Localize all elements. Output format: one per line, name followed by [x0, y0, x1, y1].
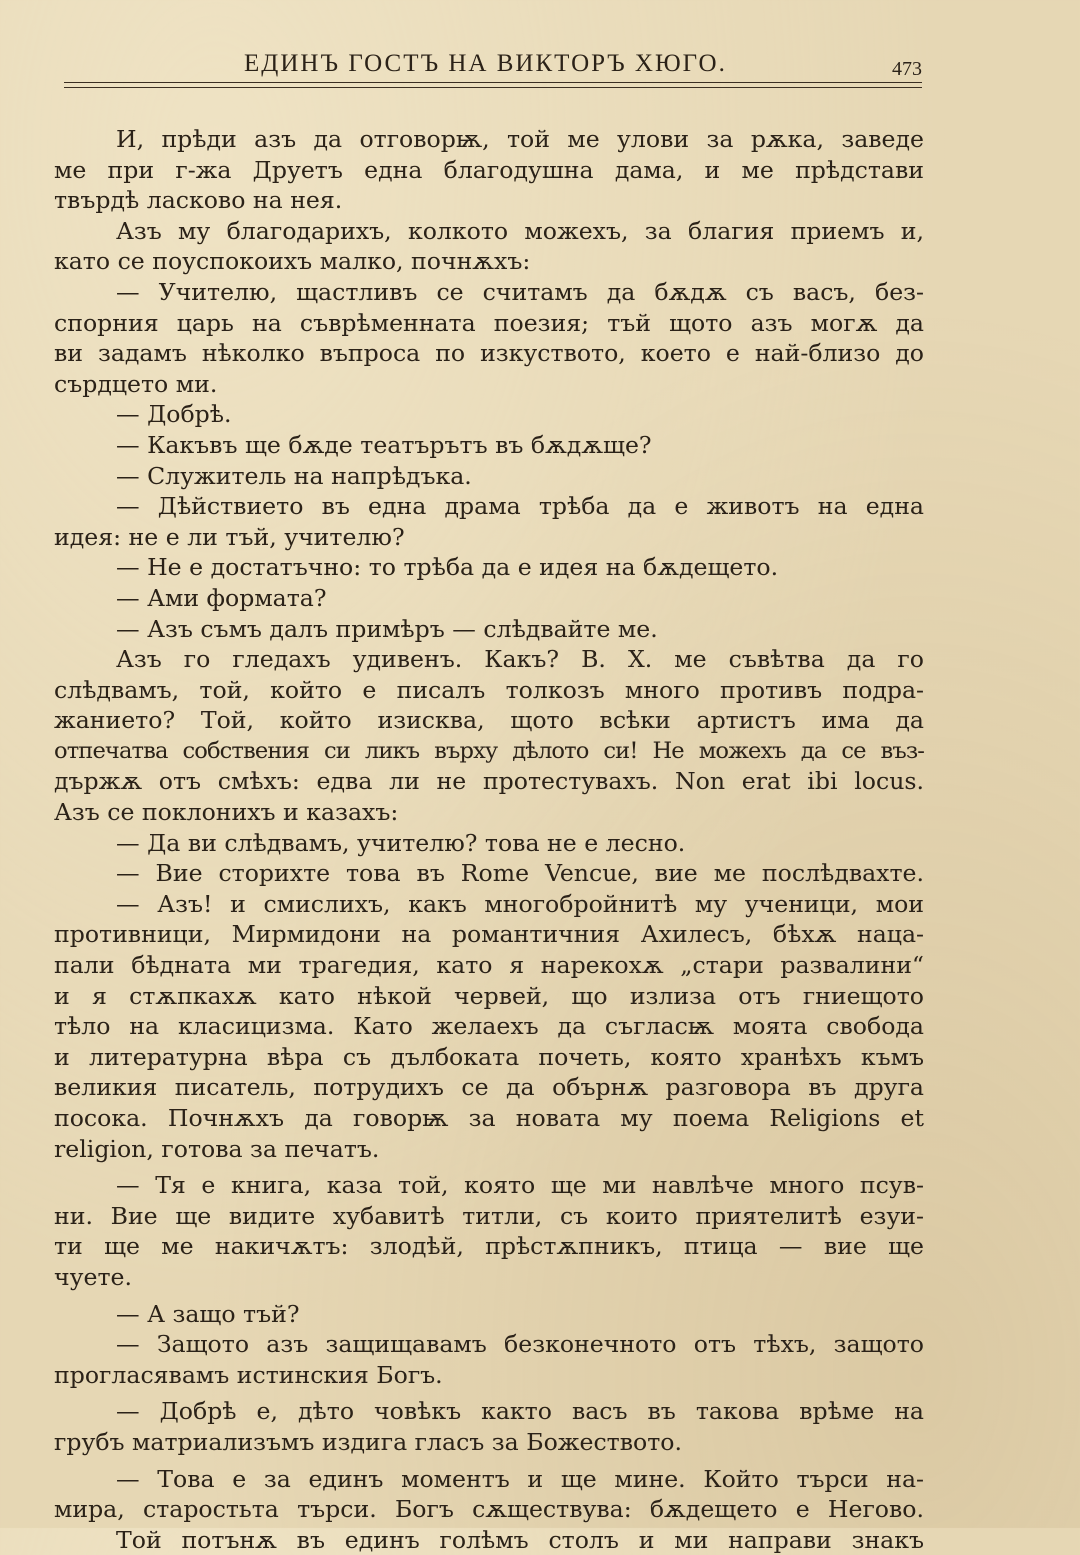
- text-line: твърдѣ ласково на нея.: [54, 186, 343, 215]
- text-line: грубъ матриализъмъ издига гласъ за Божеството.: [54, 1427, 682, 1456]
- text-line: сърдцето ми.: [54, 369, 218, 398]
- text-line: слѣдвамъ, той, който е писалъ толкозъ много противъ подра-: [54, 675, 924, 704]
- text-line: ни. Вие ще видите хубавитѣ титли, съ които приятелитѣ езуи-: [54, 1201, 924, 1230]
- text-line: държѫ отъ смѣхъ: едва ли не протестувахъ. Non erat ibi locus.: [54, 767, 924, 796]
- text-line: като се поуспокоихъ малко, почнѫхъ:: [54, 247, 531, 276]
- text-line: пали бѣдната ми трагедия, като я нарекохѫ „стари развалини“: [54, 951, 924, 980]
- text-line: — Ами формата?: [116, 583, 327, 612]
- text-line: — А защо тъй?: [116, 1299, 300, 1328]
- header-rule-second: [64, 87, 922, 88]
- text-line: спорния царь на съврѣменната поезия; тъй щото азъ могѫ да: [54, 308, 924, 337]
- text-line: Азъ се поклонихъ и казахъ:: [54, 798, 399, 827]
- text-line: — Не е достатъчно: то трѣба да е идея на бѫдещето.: [116, 553, 779, 582]
- text-line: ме при г-жа Друетъ една благодушна дама, и ме прѣдстави: [54, 155, 924, 184]
- text-line: — Учителю, щастливъ се считамъ да бѫдѫ съ васъ, без-: [116, 277, 924, 306]
- text-line: Азъ го гледахъ удивенъ. Какъ? В. Х. ме съвѣтва да го: [116, 645, 924, 674]
- text-line: ти ще ме накичѫтъ: злодѣй, прѣстѫпникъ, птица — вие ще: [54, 1232, 924, 1261]
- text-line: Той потънѫ въ единъ голѣмъ столъ и ми направи знакъ: [116, 1525, 924, 1554]
- text-line: ви задамъ нѣколко въпроса по изкуството, което е най-близо до: [54, 339, 924, 368]
- text-line: и я стѫпкахѫ като нѣкой червей, що излиза отъ гниещото: [54, 981, 924, 1010]
- text-line: — Добрѣ.: [116, 400, 232, 429]
- text-line: — Азъ съмъ далъ примѣръ — слѣдвайте ме.: [116, 614, 658, 643]
- text-line: тѣло на класицизма. Като желаехъ да съгласѭ моята свобода: [54, 1012, 924, 1041]
- text-line: — Да ви слѣдвамъ, учителю? това не е лесно.: [116, 828, 686, 857]
- running-title: ЕДИНЪ ГОСТЪ НА ВИКТОРЪ ХЮГО.: [244, 50, 727, 77]
- text-line: мира, старостьта търси. Богъ сѫществува: бѫдещето е Негово.: [54, 1495, 924, 1524]
- text-line: великия писатель, потрудихъ се да обърнѫ разговора въ друга: [54, 1073, 924, 1102]
- page-number: 473: [892, 58, 922, 80]
- text-line: — Какъвъ ще бѫде театърътъ въ бѫдѫще?: [116, 430, 652, 459]
- text-line: — Добрѣ е, дѣто човѣкъ както васъ въ такова врѣме на: [116, 1397, 924, 1426]
- text-line: — Азъ! и смислихъ, какъ многобройнитѣ му ученици, мои: [116, 889, 924, 918]
- text-line: жанието? Той, който изисква, щото всѣки артистъ има да: [54, 706, 924, 735]
- text-line: — Тя е книга, каза той, която ще ми навлѣче много псув-: [116, 1171, 924, 1200]
- page-header: [64, 44, 922, 96]
- text-line: — Вие сторихте това въ Rome Vencue, вие ме послѣдвахте.: [116, 859, 924, 888]
- text-line: — Служитель на напрѣдъка.: [116, 461, 472, 490]
- text-line: идея: не е ли тъй, учителю?: [54, 522, 405, 551]
- text-line: отпечатва собствения си ликъ върху дѣлото си! Не можехъ да се въз-: [54, 737, 924, 764]
- text-line: и литературна вѣра съ дълбоката почеть, която хранѣхъ къмъ: [54, 1042, 924, 1071]
- text-line: — Това е за единъ моментъ и ще мине. Който търси на-: [116, 1464, 924, 1493]
- text-line: — Дѣйствието въ една драма трѣба да е животъ на една: [116, 492, 924, 521]
- body-text: [54, 124, 924, 1555]
- header-rule: [64, 82, 922, 83]
- text-line: противници, Мирмидони на романтичния Ахилесъ, бѣхѫ нацa-: [54, 920, 924, 949]
- text-line: — Защото азъ защищавамъ безконечното отъ тѣхъ, защото: [116, 1330, 924, 1359]
- text-line: чуете.: [54, 1262, 132, 1291]
- text-line: Азъ му благодарихъ, колкото можехъ, за благия приемъ и,: [116, 216, 924, 245]
- text-line: religion, готова за печатъ.: [54, 1134, 380, 1163]
- text-line: И, прѣди азъ да отговорѭ, той ме улови за рѫка, заведе: [116, 125, 924, 153]
- text-line: посока. Почнѫхъ да говорѭ за новата му поема Religions et: [54, 1104, 924, 1132]
- text-line: прогласявамъ истинския Богъ.: [54, 1360, 443, 1389]
